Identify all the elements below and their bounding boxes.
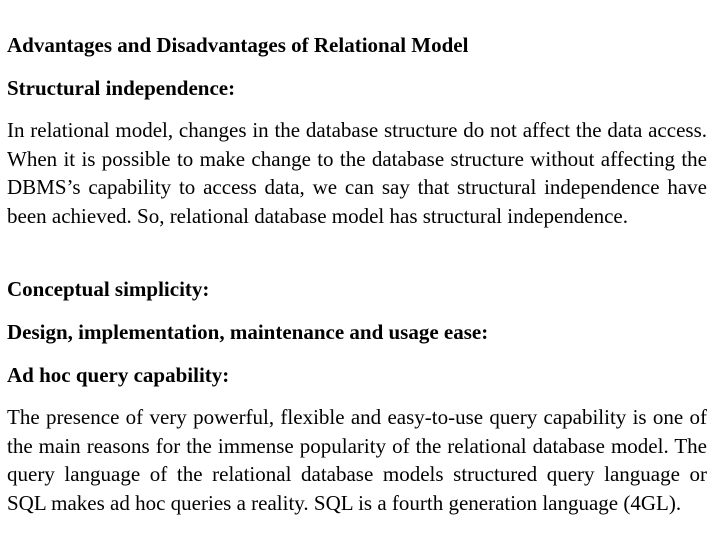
document-title: Advantages and Disadvantages of Relational Model — [7, 33, 469, 57]
paragraph-ad-hoc-query: The presence of very powerful, flexible and easy-to-use query capability is one of the main reasons for the immense popularity of the relational database model. The query language of the relational database models structured query language or SQL makes ad hoc queries a reality. SQL is a fourth generation language (4GL). — [7, 405, 707, 515]
heading-structural-independence: Structural independence: — [7, 76, 236, 100]
heading-design-implementation: Design, implementation, maintenance and usage ease: — [7, 320, 489, 344]
paragraph-structural-independence: In relational model, changes in the database structure do not affect the data access. When it is possible to make change to the database structure without affecting the DBMS’s capability to access data, we can say that structural independence have been achieved. So, relational database model has structural independence. — [7, 118, 707, 228]
heading-ad-hoc-query: Ad hoc query capability: — [7, 363, 230, 387]
heading-conceptual-simplicity: Conceptual simplicity: — [7, 277, 210, 301]
